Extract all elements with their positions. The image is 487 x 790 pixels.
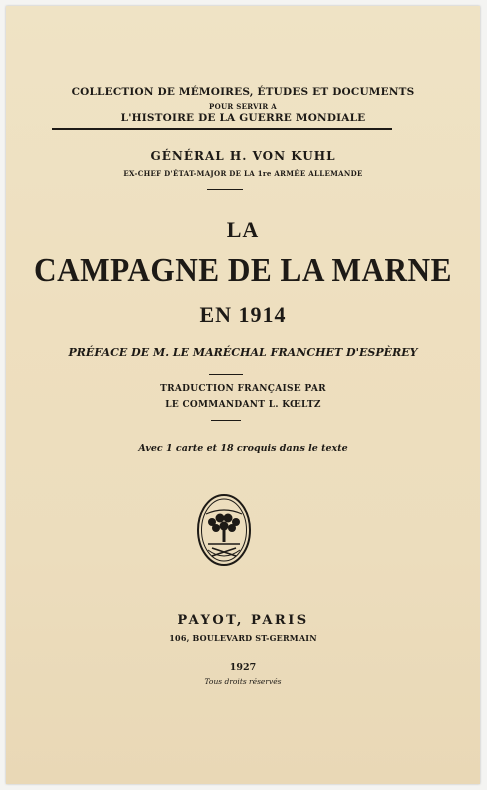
translator-name: LE COMMANDANT L. KŒLTZ (165, 400, 321, 410)
divider-rule (52, 128, 392, 130)
title-line-3: EN 1914 (199, 302, 287, 327)
series-subtitle: POUR SERVIR A (209, 102, 277, 111)
short-divider (209, 374, 243, 375)
series-title-line-3: L'HISTOIRE DE LA GUERRE MONDIALE (120, 112, 366, 124)
publication-year: 1927 (229, 662, 257, 673)
author-name: GÉNÉRAL H. VON KUHL (150, 149, 336, 163)
short-divider (211, 420, 241, 421)
publisher-name: PAYOT, PARIS (177, 613, 309, 628)
preface-credit: PRÉFACE DE M. LE MARÉCHAL FRANCHET D'ESPÈREY (68, 345, 418, 359)
publisher-address: 106, BOULEVARD ST-GERMAIN (169, 633, 317, 643)
translation-credit: TRADUCTION FRANÇAISE PAR (160, 384, 326, 394)
rights-notice: Tous droits réservés (204, 677, 282, 686)
publisher-emblem-icon (196, 492, 252, 568)
series-title: COLLECTION DE MÉMOIRES, ÉTUDES ET DOCUMENTS (71, 86, 415, 98)
book-title-page (6, 6, 480, 784)
maps-note: Avec 1 carte et 18 croquis dans le texte (138, 443, 348, 454)
title-line-1: LA (226, 217, 260, 242)
title-line-2: CAMPAGNE DE LA MARNE (34, 252, 452, 289)
author-title: EX-CHEF D'ÉTAT-MAJOR DE LA 1re ARMÉE ALLEMANDE (123, 169, 363, 178)
short-divider (207, 189, 243, 190)
